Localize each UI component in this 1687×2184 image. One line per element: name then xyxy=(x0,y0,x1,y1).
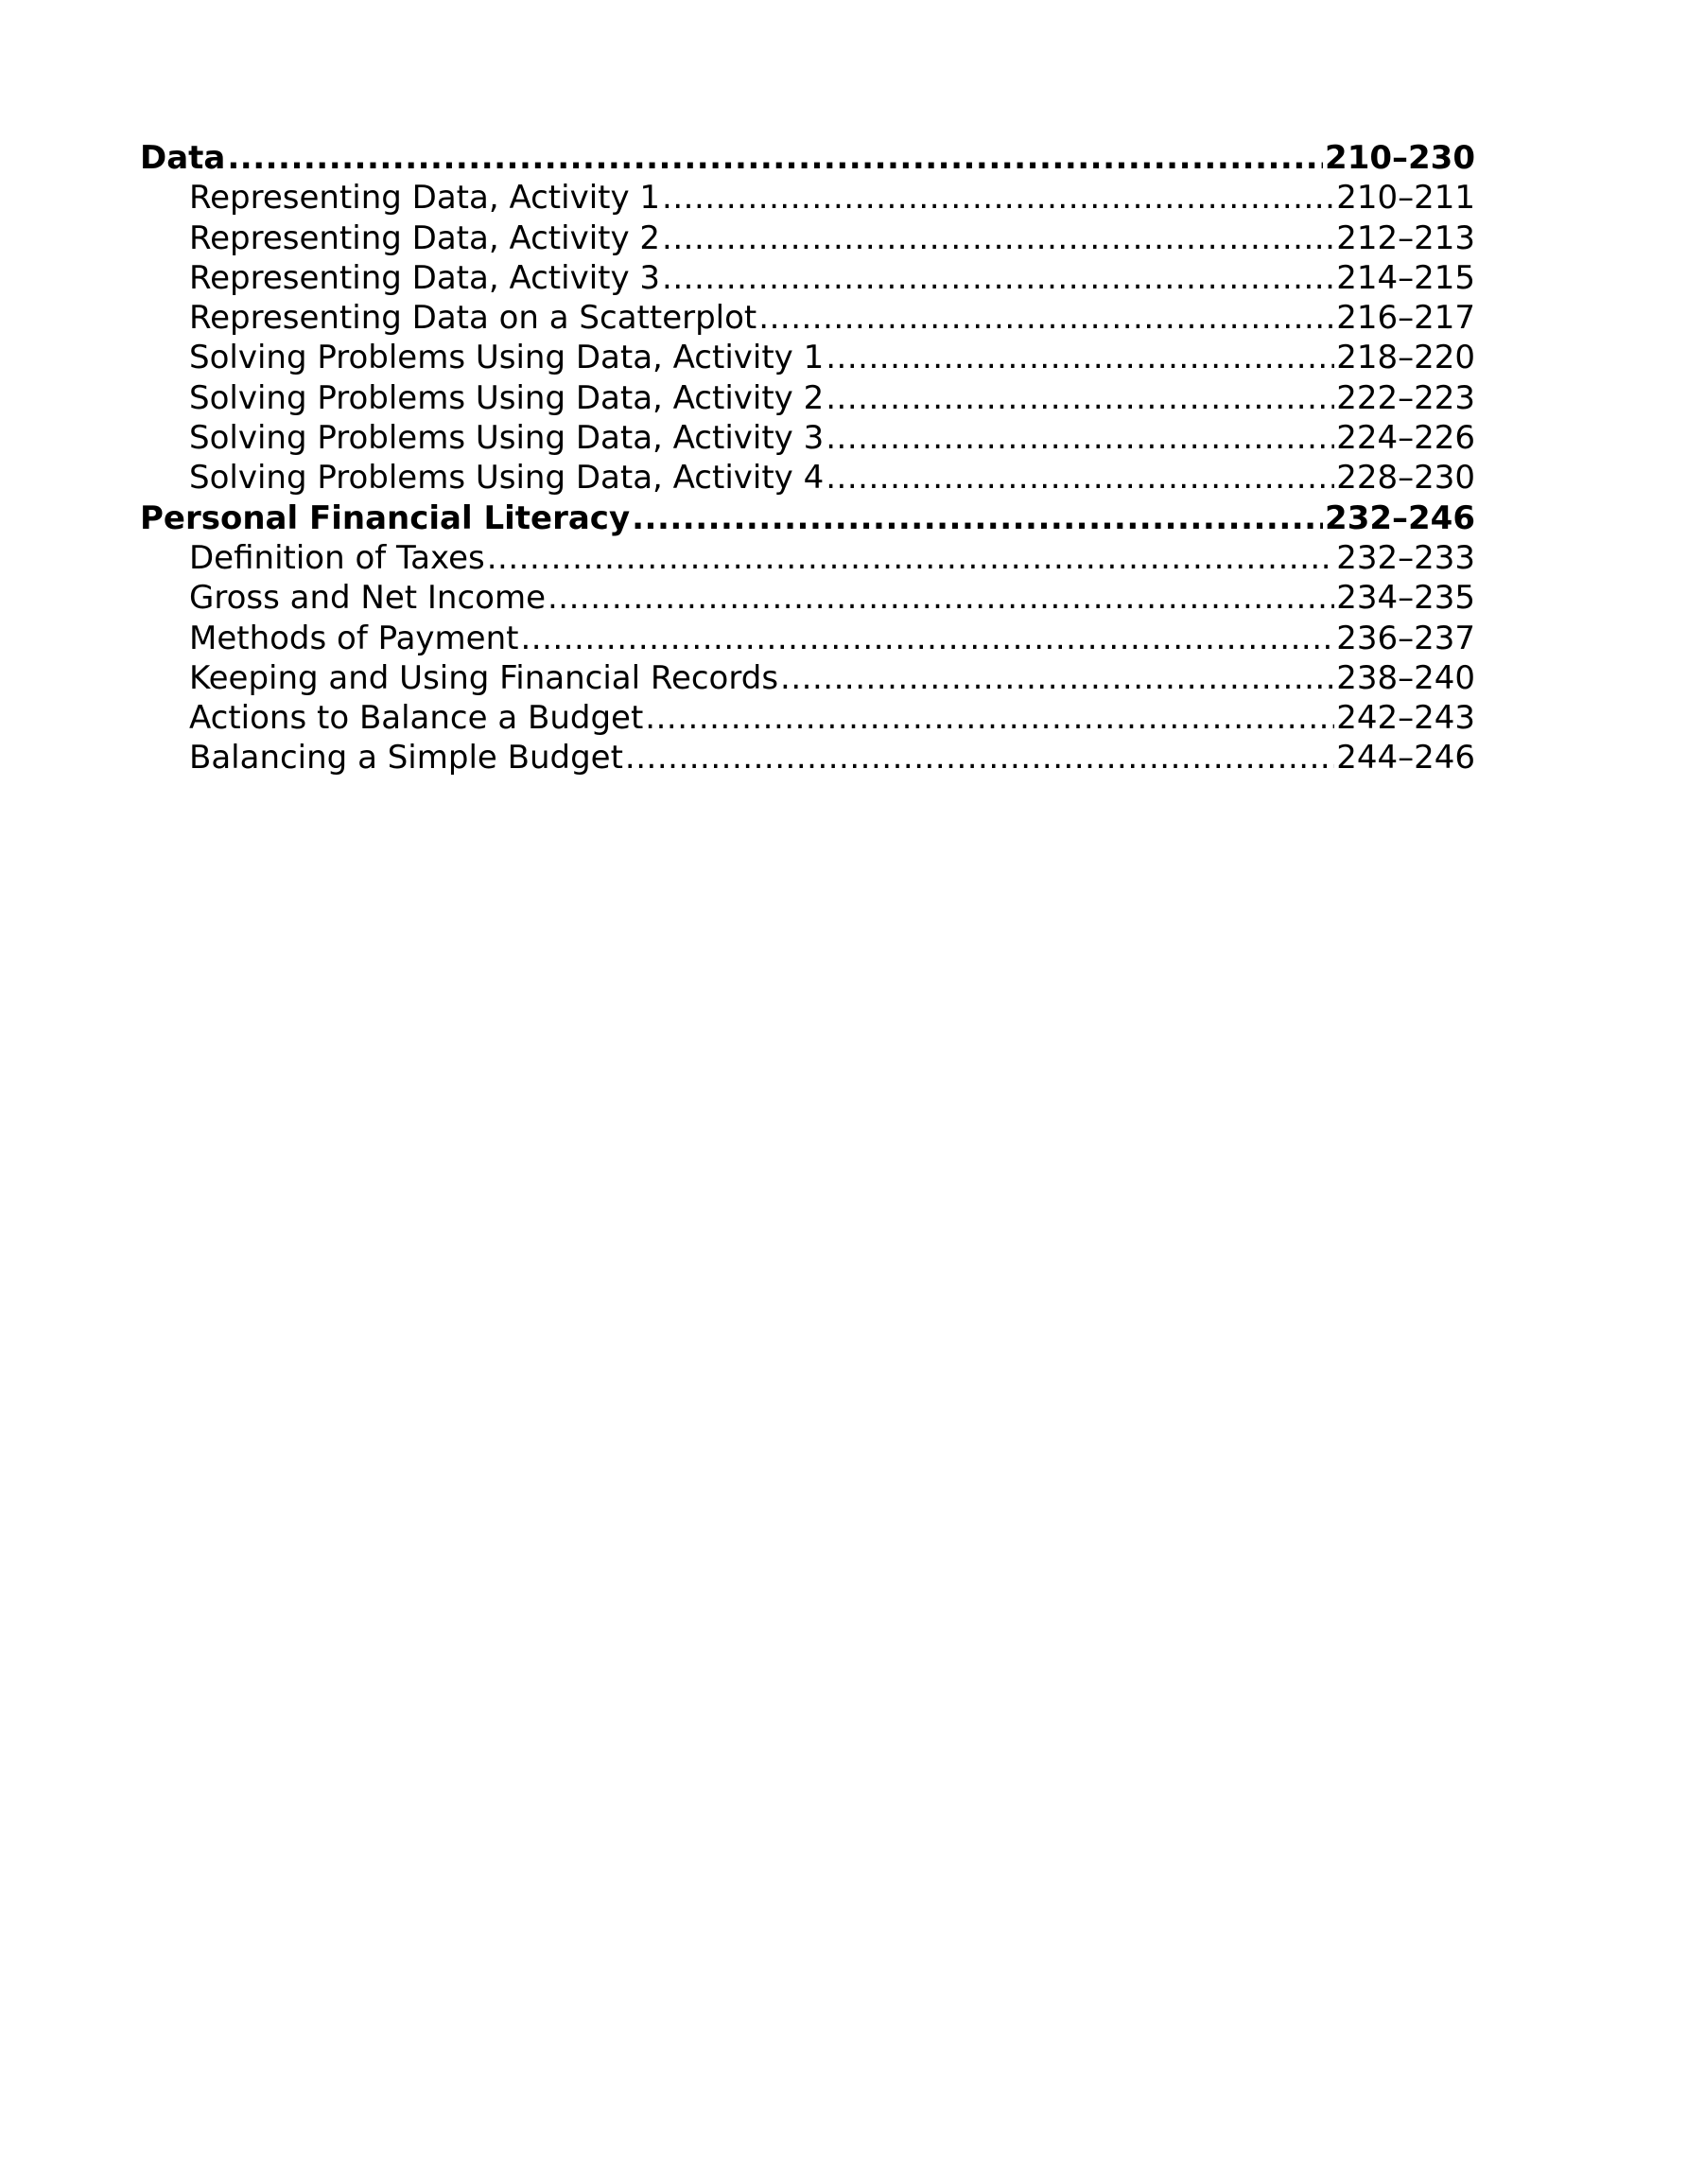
toc-section-heading[interactable] xyxy=(140,138,1475,178)
toc-entry[interactable] xyxy=(140,698,1475,738)
section-title: Data xyxy=(140,139,226,177)
toc-entry[interactable] xyxy=(140,418,1475,458)
section-pages: 210–230 xyxy=(1325,139,1475,177)
entry-title: Solving Problems Using Data, Activity 1 xyxy=(189,339,825,377)
entry-title: Actions to Balance a Budget xyxy=(189,699,644,738)
toc-entry[interactable] xyxy=(140,258,1475,298)
entry-pages: 224–226 xyxy=(1336,419,1475,458)
entry-title: Methods of Payment xyxy=(189,619,519,657)
dot-leader xyxy=(227,138,1323,178)
dot-leader xyxy=(826,378,1334,418)
entry-pages: 236–237 xyxy=(1336,619,1475,657)
entry-title: Balancing a Simple Budget xyxy=(189,739,623,778)
dot-leader xyxy=(826,338,1334,377)
entry-title: Representing Data, Activity 1 xyxy=(189,179,661,218)
entry-pages: 216–217 xyxy=(1336,299,1475,338)
entry-pages: 238–240 xyxy=(1336,658,1475,697)
entry-pages: 222–223 xyxy=(1336,378,1475,417)
entry-title: Solving Problems Using Data, Activity 2 xyxy=(189,378,825,417)
entry-title: Solving Problems Using Data, Activity 4 xyxy=(189,459,825,498)
entry-title: Definition of Taxes xyxy=(189,538,485,577)
toc-entry[interactable] xyxy=(140,338,1475,377)
entry-title: Solving Problems Using Data, Activity 3 xyxy=(189,419,825,458)
entry-pages: 214–215 xyxy=(1336,258,1475,297)
entry-pages: 232–233 xyxy=(1336,538,1475,577)
toc-entry[interactable] xyxy=(140,378,1475,418)
dot-leader xyxy=(548,578,1334,618)
entry-pages: 244–246 xyxy=(1336,739,1475,778)
section-title: Personal Financial Literacy xyxy=(140,498,631,537)
entry-title: Keeping and Using Financial Records xyxy=(189,658,779,697)
entry-title: Representing Data, Activity 3 xyxy=(189,258,661,297)
toc-entry[interactable] xyxy=(140,298,1475,338)
toc-entry[interactable] xyxy=(140,218,1475,258)
dot-leader xyxy=(520,619,1334,658)
dot-leader xyxy=(780,658,1334,698)
table-of-contents xyxy=(140,138,1475,778)
entry-title: Representing Data, Activity 2 xyxy=(189,218,661,257)
toc-entry[interactable] xyxy=(140,578,1475,618)
toc-entry[interactable] xyxy=(140,458,1475,498)
dot-leader xyxy=(662,218,1334,258)
entry-pages: 242–243 xyxy=(1336,699,1475,738)
dot-leader xyxy=(662,178,1334,218)
dot-leader xyxy=(625,738,1334,778)
entry-pages: 210–211 xyxy=(1336,179,1475,218)
entry-title: Gross and Net Income xyxy=(189,579,546,618)
toc-entry[interactable] xyxy=(140,658,1475,698)
entry-title: Representing Data on a Scatterplot xyxy=(189,299,757,338)
dot-leader xyxy=(826,458,1334,498)
toc-entry[interactable] xyxy=(140,178,1475,218)
toc-entry[interactable] xyxy=(140,538,1475,578)
dot-leader xyxy=(662,258,1334,298)
entry-pages: 212–213 xyxy=(1336,218,1475,257)
dot-leader xyxy=(645,698,1334,738)
dot-leader xyxy=(826,418,1334,458)
toc-section-heading[interactable] xyxy=(140,498,1475,538)
dot-leader xyxy=(758,298,1334,338)
dot-leader xyxy=(632,498,1323,538)
toc-entry[interactable] xyxy=(140,619,1475,658)
entry-pages: 228–230 xyxy=(1336,459,1475,498)
entry-pages: 218–220 xyxy=(1336,339,1475,377)
entry-pages: 234–235 xyxy=(1336,579,1475,618)
section-pages: 232–246 xyxy=(1325,498,1475,537)
toc-entry[interactable] xyxy=(140,738,1475,778)
dot-leader xyxy=(487,538,1334,578)
